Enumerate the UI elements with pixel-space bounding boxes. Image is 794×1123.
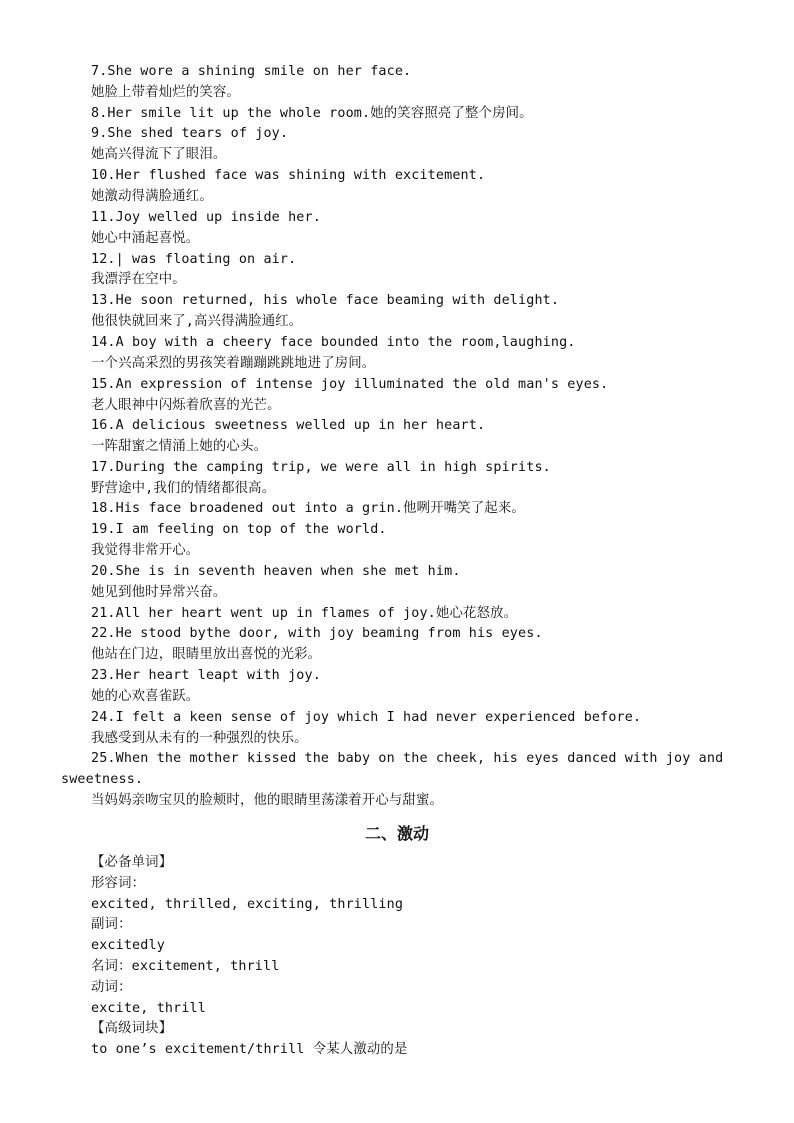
adjective-label: 形容词： <box>91 876 146 891</box>
sentence-12-en: 12.| was floating on air. <box>91 252 297 267</box>
sentence-20-en: 20.She is in seventh heaven when she met him. <box>91 564 461 579</box>
sentence-17-zh: 野营途中,我们的情绪都很高。 <box>91 481 276 496</box>
sentence-22-zh: 他站在门边，眼睛里放出喜悦的光彩。 <box>91 647 322 662</box>
sentence-22-en: 22.He stood bythe door, with joy beaming from his eyes. <box>91 626 543 641</box>
sentence-25-en: 25.When the mother kissed the baby on the cheek, his eyes danced with joy and <box>91 751 724 766</box>
sentence-17-en: 17.During the camping trip, we were all in high spirits. <box>91 460 551 475</box>
sentence-11-zh: 她心中涌起喜悦。 <box>91 231 200 246</box>
sentence-19-en: 19.I am feeling on top of the world. <box>91 522 387 537</box>
sentence-8: 8.Her smile lit up the whole room.她的笑容照亮了整个房间。 <box>91 106 533 121</box>
sentence-24-zh: 我感受到从未有的一种强烈的快乐。 <box>91 731 308 746</box>
section-heading: 二、激动 <box>364 824 429 843</box>
verb-label: 动词： <box>91 980 132 995</box>
noun-list: 名词：excitement, thrill <box>91 959 280 974</box>
advanced-chunks-label: 【高级词块】 <box>91 1021 173 1036</box>
adverb-list: excitedly <box>91 938 165 953</box>
sentence-16-zh: 一阵甜蜜之情涌上她的心头。 <box>91 439 268 454</box>
sentence-11-en: 11.Joy welled up inside her. <box>91 210 321 225</box>
sentence-15-en: 15.An expression of intense joy illuminated the old man's eyes. <box>91 377 609 392</box>
sentence-23-en: 23.Her heart leapt with joy. <box>91 668 321 683</box>
sentence-23-zh: 她的心欢喜雀跃。 <box>91 689 200 704</box>
sentence-25-zh: 当妈妈亲吻宝贝的脸颊时，他的眼睛里荡漾着开心与甜蜜。 <box>91 793 444 808</box>
essential-words-label: 【必备单词】 <box>91 855 173 870</box>
sentence-21: 21.All her heart went up in flames of joy.她心花怒放。 <box>91 606 518 621</box>
sentence-13-zh: 他很快就回来了,高兴得满脸通红。 <box>91 314 303 329</box>
adjective-list: excited, thrilled, exciting, thrilling <box>91 897 404 912</box>
sentence-25-en-wrap: sweetness. <box>61 772 144 787</box>
sentence-7-zh: 她脸上带着灿烂的笑容。 <box>91 85 240 100</box>
sentence-10-en: 10.Her flushed face was shining with excitement. <box>91 168 486 183</box>
verb-list: excite, thrill <box>91 1001 206 1016</box>
sentence-14-en: 14.A boy with a cheery face bounded into the room,laughing. <box>91 335 576 350</box>
adverb-label: 副词： <box>91 917 132 932</box>
advanced-chunk-item: to one’s excitement/thrill 令某人激动的是 <box>91 1042 408 1057</box>
sentence-9-zh: 她高兴得流下了眼泪。 <box>91 147 227 162</box>
sentence-16-en: 16.A delicious sweetness welled up in her heart. <box>91 418 486 433</box>
sentence-24-en: 24.I felt a keen sense of joy which I had never experienced before. <box>91 710 642 725</box>
sentence-7-en: 7.She wore a shining smile on her face. <box>91 64 412 79</box>
sentence-20-zh: 她见到他时异常兴奋。 <box>91 585 227 600</box>
sentence-13-en: 13.He soon returned, his whole face beaming with delight. <box>91 293 560 308</box>
sentence-19-zh: 我觉得非常开心。 <box>91 543 200 558</box>
sentence-10-zh: 她激动得满脸通红。 <box>91 189 213 204</box>
sentence-18: 18.His face broadened out into a grin.他咧开嘴笑了起来。 <box>91 501 525 516</box>
sentence-9-en: 9.She shed tears of joy. <box>91 126 289 141</box>
sentence-14-zh: 一个兴高采烈的男孩笑着蹦蹦跳跳地进了房间。 <box>91 356 376 371</box>
sentence-15-zh: 老人眼神中闪烁着欣喜的光芒。 <box>91 398 281 413</box>
sentence-12-zh: 我漂浮在空中。 <box>91 272 186 287</box>
